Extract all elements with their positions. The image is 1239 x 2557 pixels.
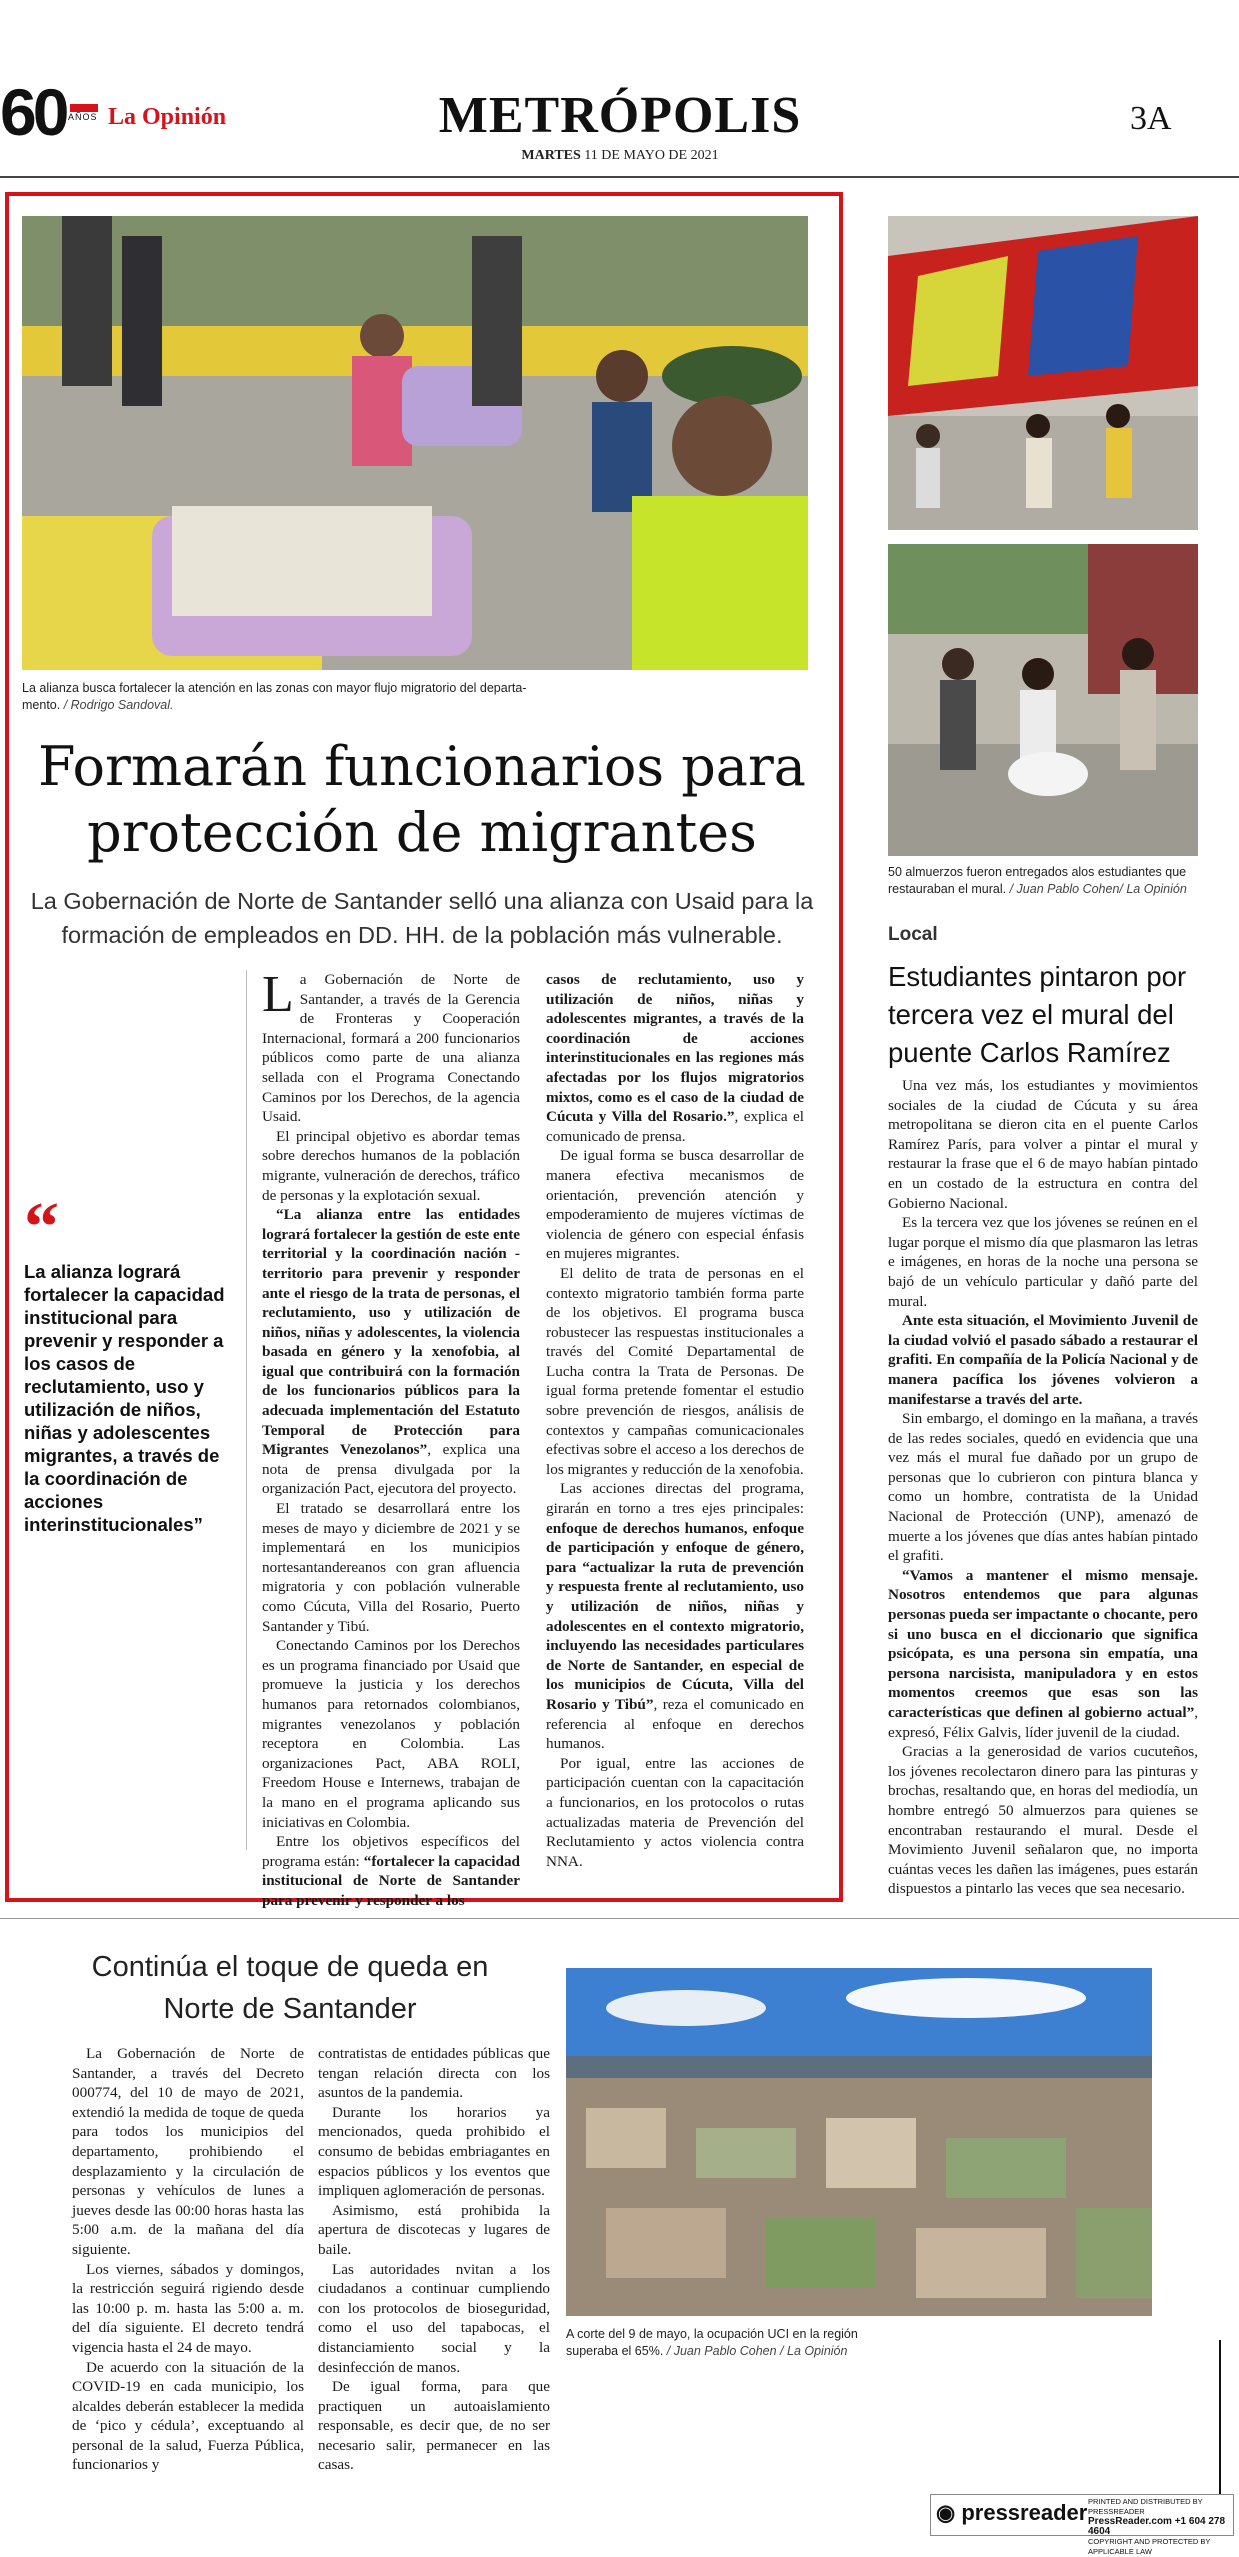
- main-column-1: La Gobernación de Norte de Santander, a través de la Gerencia de Fronteras y Cooperación Internacional, formará a 200 funcionarios públicos como parte de una alianza sellada con el Programa Conectando Caminos por los Derechos, de la agencia Usaid. El principal objetivo es abordar temas sobre derechos humanos de la población migrante, vulneración de derechos, tráfico de personas y la explotación sexual. “La alianza entre las entidades logrará fortalecer la gestión de este ente territorial y la coordinación nación - territorio para prevenir y responder ante el riesgo de la trata de personas, el reclutamiento, uso y utilización de niños, niñas y adolescentes, la violencia basada en género y la xenofobia, al igual que contribuirá con la formación de los funcionarios públicos para la adecuada implementación del Estatuto Temporal de Protección para Migrantes Venezolanos”, explica una nota de prensa divulgada por la organización Pact, ejecutora del proyecto. El tratado se desarrollará entre los meses de mayo y diciembre de 2021 y se implementará en los municipios nortesantandereanos con gran afluencia migratoria y con población vulnerable como Cúcuta, Villa del Rosario, Puerto Santander y Tibú. Conectando Caminos por los Derechos es un programa financiado por Usaid que promueve la justicia y los derechos humanos para retornados colombianos, migrantes venezolanos y población receptora en Colombia. Las organizaciones Pact, ABA ROLI, Freedom House e Internews, trabajan de la mano en el programa aplicando sus iniciativas en Colombia. Entre los objetivos específicos del programa están: “fortalecer la capacidad institucional de Norte de Santander para prevenir y responder a los: [262, 966, 521, 1909]
- pressreader-notice: PRINTED AND DISTRIBUTED BY PRESSREADER PressReader.com +1 604 278 4604 COPYRIGHT AND PROTECTED BY APPLICABLE LAW: [1088, 2497, 1226, 2556]
- logo-anios-text: AÑOS: [68, 112, 98, 122]
- photo-students-lunch: [888, 544, 1198, 856]
- column-divider: [246, 970, 247, 1850]
- pressreader-logo[interactable]: ◉ pressreader: [936, 2500, 1088, 2525]
- bottom-headline: Continúa el toque de queda en Norte de Santander: [91, 1951, 489, 2025]
- logo-badge: [70, 104, 98, 112]
- photo-migrants-illustration: [22, 216, 808, 670]
- quote-mark-icon: “: [24, 1189, 59, 1266]
- side-photo-caption: 50 almuerzos fueron entregados alos estudiantes que restauraban el mural. / Juan Pablo Cohen/ La Opinión: [888, 865, 1187, 896]
- photo-migrants-police: [22, 216, 808, 670]
- header-rule: [0, 176, 1239, 178]
- bottom-column-1: La Gobernación de Norte de Santander, a través del Decreto 000774, del 10 de mayo de 2021, extendió la medida de toque de queda para todos los municipios del departamento, prohibiendo el desplazamiento y la circulación de personas y vehículos de lunes a jueves desde las 00:00 horas hasta las 5:00 a.m. de la mañana del día siguiente. Los viernes, sábados y domingos, la restricción seguirá rigiendo desde las 10:00 p. m. hasta las 5:00 a. m. del día siguiente. El decreto tendrá vigencia hasta el 24 de mayo. De acuerdo con la situación de la COVID-19 en cada municipio, los alcaldes deberán establecer la medida de ‘pico y cédula’, exceptuando al personal de la salud, Fuerza Pública, funcionarios y: [72, 2045, 304, 2474]
- section-divider: [0, 1918, 1239, 1919]
- drop-cap: L: [262, 966, 294, 1023]
- main-column-2: casos de reclutamiento, uso y utilización de niños, niñas y adolescentes migrantes, a través de la coordinación de acciones interinstitucionales en las regiones más afectadas por los flujos migratorios mixtos, como es el caso de la ciudad de Cúcuta y Villa del Rosario.”, explica el comunicado de prensa. De igual forma se busca desarrollar de manera efectiva mecanismos de orientación, prevención atención y empoderamiento de mujeres víctimas de violencia de género con especial énfasis en mujeres migrantes. El delito de trata de personas en el contexto migratorio también forma parte de los objetivos. El programa busca robustecer las respuestas institucionales a través del Comité Departamental de Lucha contra la Trata de Personas. De igual forma pretende fomentar el estudio sobre prevención de riesgos, análisis de contextos y campañas comunicacionales efectivas sobre el acceso a los derechos de los migrantes y reducción de la xenofobia. Las acciones directas del programa, girarán en torno a tres ejes principales: enfoque de derechos humanos, enfoque de participación y enfoque de género, para “actualizar la ruta de prevención y respuesta frente al reclutamiento, uso y utilización de niños, niñas y adolescentes en el contexto migratorio, incluyendo las necesidades particulares de Norte de Santander, en especial de los municipios de Cúcuta, Villa del Rosario y Tibú”, reza el comunicado en referencia al enfoque en derechos humanos. Por igual, entre las acciones de participación cuentan con la capacitación a funcionarios, en los protocolos o rutas actualizadas materia de Prevención del Reclutamiento y actos violencia contra NNA.: [546, 971, 805, 1870]
- main-headline: Formarán funcionarios para protección de migrantes: [38, 735, 806, 864]
- main-deck: La Gobernación de Norte de Santander selló una alianza con Usaid para la formación de empleados en DD. HH. de la población más vulnerable.: [30, 888, 814, 948]
- newspaper-name[interactable]: La Opinión: [108, 104, 227, 130]
- side-column: Una vez más, los estudiantes y movimientos sociales de la ciudad de Cúcuta y su área metropolitana se dieron cita en el puente Carlos Ramírez París, para volver a pintar el mural y restaurar la frase que el 6 de mayo habían pintado en un costado de la estructura en contra del Gobierno Nacional. Es la tercera vez que los jóvenes se reúnen en el lugar porque el mismo día que plasmaron las letras e imágenes, en horas de la noche una persona se bajó de un vehículo particular y dañó parte del mural. Ante esta situación, el Movimiento Juvenil de la ciudad volvió el pasado sábado a restaurar el grafiti. En compañía de la Policía Nacional y de manera pacífica los jóvenes volvieron a manifestarse a través del arte. Sin embargo, el domingo en la mañana, a través de las redes sociales, quedó en evidencia que una vez más el mural fue dañado por un grupo de personas que lo cubrieron con pintura blanca y como un hombre, contratista de la Unidad Nacional de Protección (UNP), amenazó de muerte a los jóvenes que días antes habían pintado el grafiti. “Vamos a mantener el mismo mensaje. Nosotros entendemos que para algunas personas pueda ser impactante o chocante, pero si uno busca en el diccionario que significa psicópata, es una persona sin empatía, una persona narcisista, manipuladora y en estos momentos creemos que esas son las características que definen al gobierno actual”, expresó, Félix Galvis, líder juvenil de la ciudad. Gracias a la generosidad de varios cucuteños, los jóvenes recolectaron dinero para las pinturas y brochas, resaltando que, en horas del mediodía, un hombre entregó 50 almuerzos para quienes se encontraban restaurando el mural. Desde el Movimiento Juvenil señalaron que, no importa cuántas veces les dañen las imágenes, pues estarán dispuestos a pintarlo las veces que sea necesario.: [888, 1077, 1198, 1898]
- photo-mural-painting: [888, 216, 1198, 530]
- city-photo-caption: A corte del 9 de mayo, la ocupación UCI en la región superaba el 65%. / Juan Pablo Cohen / La Opinión: [566, 2327, 858, 2358]
- main-photo-caption: La alianza busca fortalecer la atención en las zonas con mayor flujo migratorio del departa-mento. / Rodrigo Sandoval.: [22, 681, 527, 712]
- pull-quote: La alianza logrará fortalecer la capacidad institucional para prevenir y responder a los casos de reclutamiento, uso y utilización de niños, niñas y adolescentes migrantes, a través de la coordinación de acciones interinstitucionales”: [24, 1261, 225, 1535]
- photo-city-aerial: [566, 1968, 1152, 2316]
- pressreader-icon: ◉: [936, 2500, 956, 2525]
- section-kicker: Local: [888, 924, 938, 945]
- section-title: METRÓPOLIS: [438, 87, 802, 144]
- bottom-column-2: contratistas de entidades públicas que tengan relación directa con los asuntos de la pandemia. Durante los horarios ya mencionados, queda prohibido el consumo de bebidas embriagantes en espacios públicos y los eventos que impliquen aglomeración de personas. Asimismo, está prohibida la apertura de discotecas y lugares de baile. Las autoridades nvitan a los ciudadanos a continuar cumpliendo con los protocolos de bioseguridad, como el uso del tapabocas, el distanciamiento social y la desinfección de manos. De igual forma, para que practiquen un autoaislamiento responsable, es decir que, de no ser necesario salir, permanecer en las casas.: [318, 2045, 550, 2474]
- issue-date: MARTES 11 DE MAYO DE 2021: [521, 148, 719, 163]
- page-number: 3A: [1130, 100, 1172, 137]
- logo-60-anios: 60: [0, 75, 66, 149]
- side-headline: Estudiantes pintaron por tercera vez el mural del puente Carlos Ramírez: [888, 961, 1187, 1068]
